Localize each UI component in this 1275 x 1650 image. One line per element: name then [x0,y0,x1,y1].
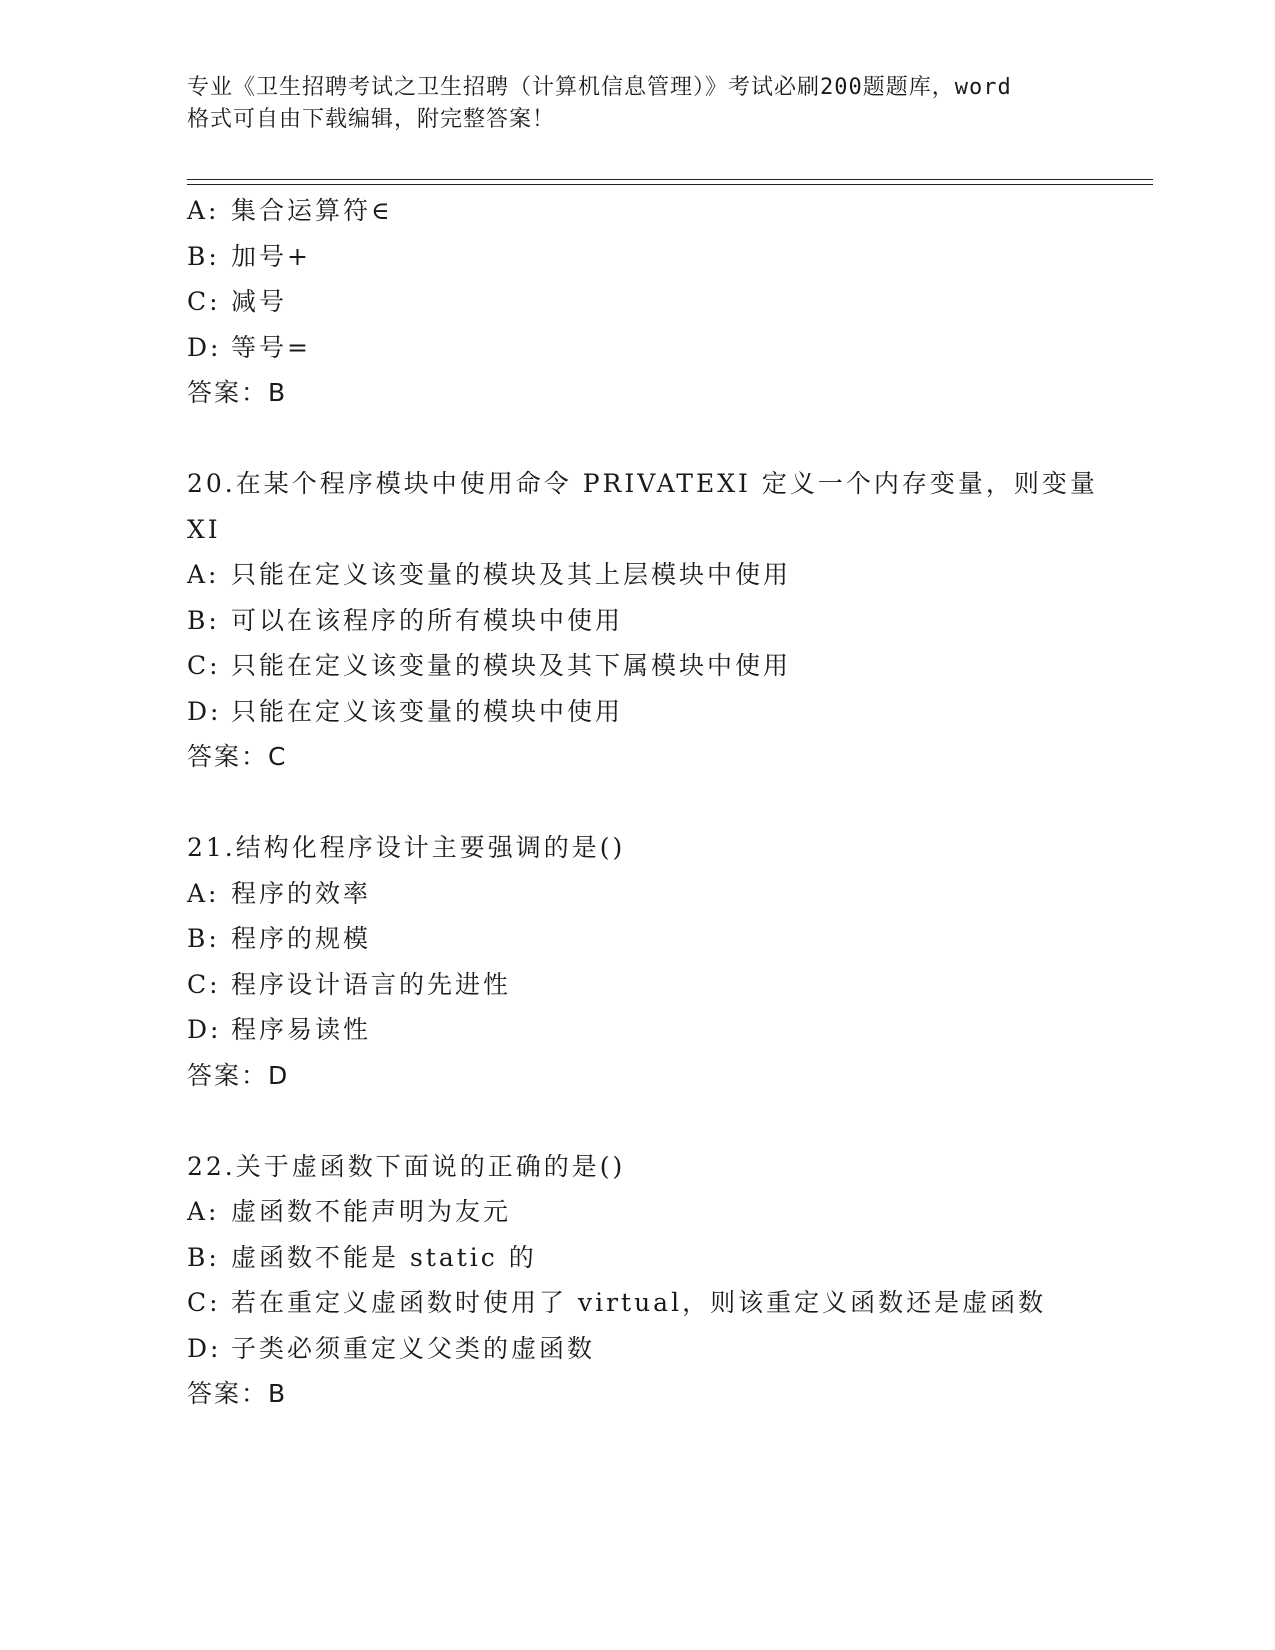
answer-line: 答案：B [187,378,288,407]
option-text: 程序设计语言的先进性 [231,969,512,999]
option-a [187,552,1087,598]
option-label: A: [187,878,220,908]
option-d [187,1007,1087,1053]
option-text: 程序的效率 [231,878,372,908]
option-b [187,234,1087,280]
header-divider-top [187,179,1153,180]
option-label: A: [187,1197,220,1226]
option-text: 若在重定义虚函数时使用了 virtual，则该重定义函数还是虚函数 [231,1288,1047,1317]
spacer [187,416,1087,462]
option-text: 只能在定义该变量的模块及其上层模块中使用 [231,560,792,589]
question-19 [187,188,1087,416]
header-title-line1: 专业《卫生招聘考试之卫生招聘（计算机信息管理）》考试必刷200题题库，word [187,75,1012,100]
option-text: 等号= [231,332,311,362]
option-label: A: [187,560,220,589]
option-a [187,188,1087,234]
option-b [187,598,1087,644]
option-text: 虚函数不能声明为友元 [231,1197,512,1226]
option-text: 子类必须重定义父类的虚函数 [231,1333,596,1363]
header-title-line2: 格式可自由下载编辑，附完整答案！ [187,107,556,132]
option-text: 集合运算符∈ [231,196,393,225]
question-20 [187,461,1098,780]
option-label: B: [187,241,220,271]
option-c [187,962,1087,1008]
answer-line: 答案：C [187,742,288,771]
spacer [187,780,1087,826]
option-label: B: [187,924,220,953]
option-c [187,643,1087,689]
option-text: 只能在定义该变量的模块及其下属模块中使用 [231,651,792,680]
option-label: D: [187,1333,222,1363]
option-text: 程序的规模 [231,924,372,953]
option-b [187,1235,1087,1281]
option-label: C: [187,1288,221,1317]
option-b [187,916,1087,962]
option-label: C: [187,651,221,680]
question-list [187,188,1098,1417]
answer-line: 答案：D [187,1060,290,1090]
question-22 [187,1144,1087,1417]
option-text: 可以在该程序的所有模块中使用 [231,605,624,635]
option-c [187,279,1087,325]
option-label: D: [187,696,222,726]
option-label: D: [187,332,222,362]
option-text: 只能在定义该变量的模块中使用 [231,696,624,726]
option-d [187,1326,1087,1372]
answer-line: 答案：B [187,1379,288,1408]
header-divider-bottom [187,184,1153,185]
option-c [187,1280,1087,1326]
option-label: D: [187,1015,222,1044]
question-21 [187,825,1087,1098]
option-label: A: [187,196,220,225]
option-label: C: [187,969,221,999]
option-d [187,689,1087,735]
option-d [187,325,1087,371]
option-text: 程序易读性 [231,1015,372,1044]
option-text: 加号+ [231,241,311,271]
option-text: 虚函数不能是 static 的 [231,1242,537,1272]
option-a [187,871,1087,917]
question-stem-continued: XI [187,514,221,544]
question-stem: 22.关于虚函数下面说的正确的是() [187,1151,626,1181]
option-label: C: [187,287,221,316]
document-header [187,72,1087,136]
option-a [187,1189,1087,1235]
question-stem: 20.在某个程序模块中使用命令 PRIVATEXI 定义一个内存变量，则变量 [187,469,1098,498]
option-label: B: [187,605,220,635]
option-text: 减号 [231,287,288,316]
spacer [187,1098,1087,1144]
question-stem: 21.结构化程序设计主要强调的是() [187,833,626,862]
option-label: B: [187,1242,220,1272]
